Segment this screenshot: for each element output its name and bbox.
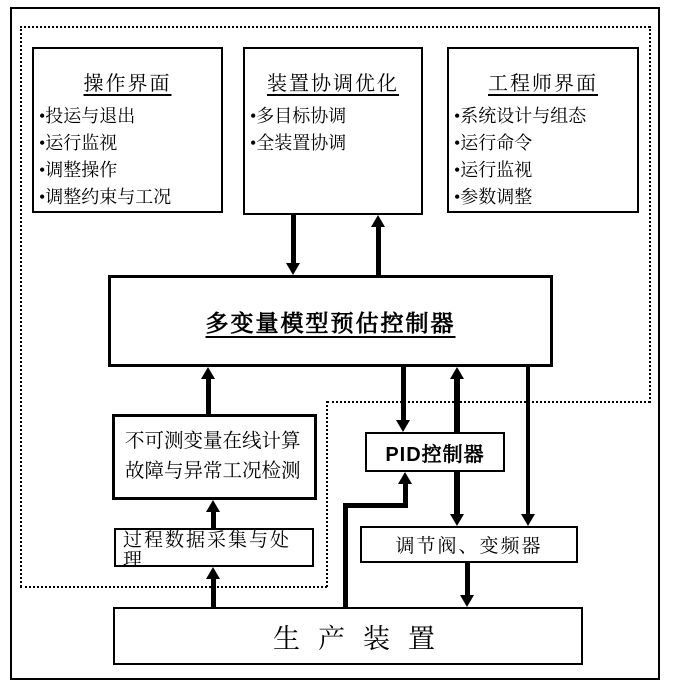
actuator-box bbox=[360, 526, 578, 563]
list-item: •运行命令 bbox=[454, 133, 533, 153]
data-acquisition-label: 过程数据采集与处理 bbox=[123, 530, 292, 571]
pid-controller-label: PID控制器 bbox=[385, 443, 485, 466]
coordination-optimization-title: 装置协调优化 bbox=[267, 73, 399, 95]
list-item: •调整操作 bbox=[39, 160, 118, 180]
dotted-border-step-horizontal bbox=[327, 401, 650, 403]
actuator-label: 调节阀、变频器 bbox=[395, 536, 543, 557]
coordination-optimization-box bbox=[243, 47, 423, 215]
operator-interface-list bbox=[34, 103, 221, 211]
plant-box bbox=[113, 607, 583, 665]
list-item: •多目标协调 bbox=[250, 106, 347, 126]
dotted-border-bottom bbox=[20, 586, 327, 588]
list-item: •全装置协调 bbox=[250, 133, 347, 153]
engineer-interface-title: 工程师界面 bbox=[488, 73, 598, 95]
engineer-interface-box bbox=[447, 47, 639, 213]
estimator-line1: 不可测变量在线计算 bbox=[125, 431, 301, 452]
dotted-border-top bbox=[20, 26, 650, 28]
list-item: •运行监视 bbox=[39, 133, 118, 153]
list-item: •系统设计与组态 bbox=[454, 106, 587, 126]
list-item: •调整约束与工况 bbox=[39, 187, 172, 207]
pid-controller-box bbox=[365, 432, 505, 472]
list-item: •参数调整 bbox=[454, 187, 533, 207]
mpc-controller-box bbox=[108, 275, 553, 367]
operator-interface-box bbox=[32, 47, 223, 213]
list-item: •运行监视 bbox=[454, 160, 533, 180]
dotted-border-step-vertical bbox=[326, 401, 328, 587]
mpc-controller-label: 多变量模型预估控制器 bbox=[205, 309, 456, 336]
list-item: •投运与退出 bbox=[39, 106, 136, 126]
data-acquisition-box bbox=[114, 528, 314, 571]
estimator-box bbox=[112, 414, 317, 500]
estimator-line2: 故障与异常工况检测 bbox=[125, 461, 301, 482]
coordination-optimization-list bbox=[245, 103, 421, 157]
dotted-border-left bbox=[20, 26, 22, 587]
plant-label: 生产装置 bbox=[273, 623, 453, 654]
dotted-border-right bbox=[649, 26, 651, 403]
engineer-interface-list bbox=[449, 103, 637, 211]
operator-interface-title: 操作界面 bbox=[83, 73, 172, 95]
